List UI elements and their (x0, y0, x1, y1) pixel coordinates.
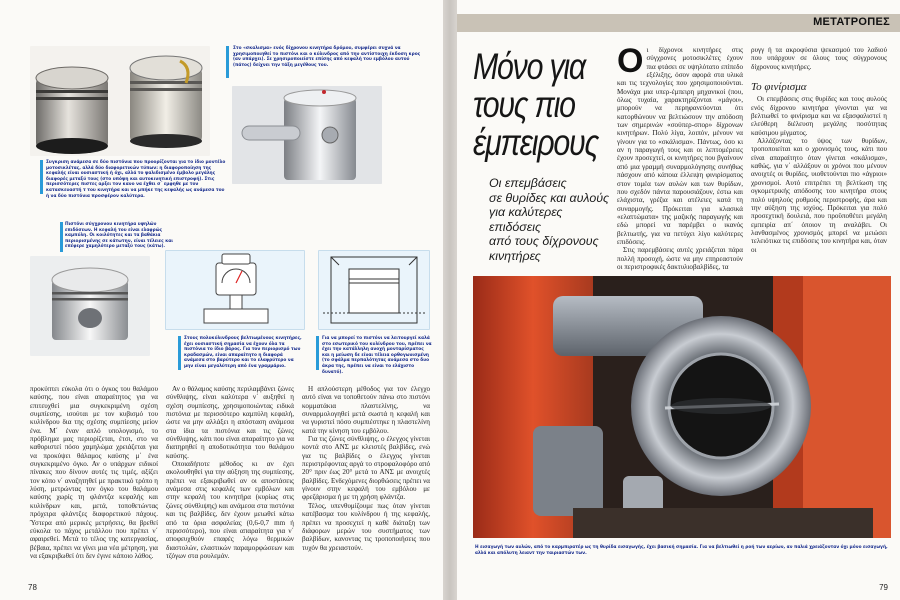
right-page (457, 0, 900, 600)
title-line: έμπειρους (473, 122, 598, 163)
body-column-r1 (617, 46, 743, 272)
paragraph (617, 46, 743, 246)
section-illustration (319, 251, 429, 329)
accent-bar (60, 222, 63, 252)
page-number: 78 (28, 583, 37, 592)
subheading: Το φινίρισμα (751, 81, 807, 94)
deck-line: κινητήρες (489, 248, 541, 263)
paragraph: Στις παρεμβάσεις αυτές χρειάζεται πάρα πολλή προσοχή, ώστε να μην επηρεαστούν οι περιστροφικές δακτυλιοβαλβίδες, τα (617, 246, 743, 271)
page-number: 79 (879, 583, 888, 592)
throttle-body-illustration (473, 276, 891, 538)
pistons-illustration (30, 46, 210, 156)
paragraph: Για τις ζώνες σύνθλιψης, ο έλεγχος γίνεται κοντά στο ΑΝΣ με κλειστές βαλβίδες, ενώ για τις βαλβίδες ο έλεγχος γίνεται περιστρέφοντας αργά το στροφαλοφόρο από 20° πριν έως 20° μετά το ΑΝΣ με ανοιχτές βαλβίδες. Ενδεχόμενες διορθώσεις πρέπει να γίνουν στην κεφαλή του εμβόλου με φρεζάρισμα ή με τη χρήση φλάντζα. (302, 435, 430, 502)
body-column-2 (166, 385, 294, 560)
body-column-1 (30, 385, 158, 560)
caption-light-piston: Πιστόνι σύγχρονου κινητήρα υψηλών επιδόσεων. Η κεφαλή του είναι ελαφρώς καμπύλη. Οι κοιλότητες και τα βαθάκια περιορισμένης σε κάτωτην, είναι τέλειες και επέφερε χαμηλότερο μεταξύ τους (κάτω). (65, 222, 173, 250)
scale-diagram (165, 250, 305, 330)
accent-bar (226, 46, 229, 78)
article-deck (489, 176, 617, 264)
light-piston-illustration (30, 256, 150, 356)
left-page (0, 0, 443, 600)
accent-bar (178, 336, 181, 370)
body-column-r2 (751, 46, 887, 272)
section-diagram (318, 250, 430, 330)
deck-line: Οι επεμβάσεις (489, 176, 567, 190)
accent-bar (316, 336, 319, 370)
paragraph: Αν ο θάλαμος καύσης περιλαμβάνει ζώνες σύνθλιψης, είναι καλύτερα ν΄ αυξηθεί η σχέση συμπίεσης, χρησιμοποιώντας ειδικά πιστόνια με περισσότερο καμπύλη κεφαλή, ώστε να μην αλλάξει η απόσταση ανάμεσα στα ίδια τα πιστόνια και τις ζώνες σύνθλιψης, κάτι που είναι απαραίτητο για να διατηρηθεί η αποδοτικότητα του θαλάμου καύσης. (166, 385, 294, 460)
caption-scale: Στους πολυκύλινδρους βελτιωμένους κινητήρες, έχει ουσιαστική σημασία να έχουν όλα τα πιστόνια το ίδιο βάρος. Για τον περιορισμό των κραδασμών, είναι απαραίτητο η διαφορά ανάμεσα στο βαρύτερο και το ελαφρύτερο να μην είναι μεγαλύτερη από ένα γραμμάριο. (184, 336, 302, 369)
body-column-3 (302, 385, 430, 552)
light-piston-photo (30, 256, 150, 356)
deck-line: σε θυρίδες και αυλούς (489, 190, 610, 205)
piston-pin-photo (232, 86, 382, 184)
paragraph: Τέλος, υπενθυμίζουμε πως όταν γίνεται κατέβασμα του κυλίνδρου ή της κεφαλής, πρέπει να προσεχτεί η καθέ διάταξη των διάφορων μερών του συστήματος των βαλβίδων, κανοντας τις τροποποιήσεις που τυχόν θα χρειαστούν. (302, 501, 430, 552)
deck-line: από τους δίχρονους (489, 234, 599, 249)
piston-pin-illustration (232, 86, 382, 184)
caption-section: Για να μπορεί το πιστόνι να λειτουργεί καλά στο εσωτερικό του κυλίνδρου του, πρέπει να έχει την κατάλληλη ανοχή μονταρίσματος και η μείωση δε είναι τέλεια ορθογωνισμένη (το σφάλμα περπαλότητας ανάμεσα στο δυο άκρα της, πρέπει να είναι το ελάχιστο δυνατό). (322, 336, 432, 375)
section-label: ΜΕΤΑΤΡΟΠΕΣ (813, 16, 890, 28)
drop-cap: Ο (617, 46, 644, 80)
paragraph: Η απλούστερη μέθοδος για τον έλεγχο αυτό είναι να τοποθετούν πάνω στο πιστόνι κομματάκια πλαστελίνης, να συναρμολογηθεί μετά σωστά η κεφαλή και να γυριστεί πόσο συμπιέστηκε η πλαστελίνη κατά την κίνηση του εμβόλου. (302, 385, 430, 435)
paragraph: Οι επεμβάσεις στις θυρίδες και τους αυλούς ενός δίχρονου κινητήρα γίνονται για να βελτιωθεί το φινίρισμα και να εξασφαλιστεί η ελεύθερη διέλευση μεγάλης ποσότητας καύσιμου μίγματος. (751, 95, 887, 137)
caption-top-right: Στο «σκαλισμα» ενός δίχρονου κινητήρα δρόμου, συμφέρει συχνά να χρησιμοποιηθεί το πιστόνι και ο κύλινδρος από την αντίστοιχη έκδοση κρος (αν υπάρχει). Σε χρησιμοποιείστε επίσης από κεφαλή του εμβόλου αυτού (πάτος) δείχνει την τάξη μεγέθους του. (233, 46, 421, 68)
scale-illustration (166, 251, 304, 329)
intake-photo (473, 276, 891, 538)
article-title (473, 48, 598, 162)
paragraph: ρυγγ ή τα ακροφύσια ψεκασμού του λαδιού που υπάρχουν σε όλους τους σύγχρονους δίχρονους κινητήρες. (751, 46, 887, 71)
title-line: Μόνο για (473, 46, 585, 87)
pistons-photo (30, 46, 210, 156)
paragraph: προκύπτει εύκολα ότι ο όγκος του θαλάμου καύσης, που είναι απαραίτητος για να επιτευχθεί μια συγκεκριμένη σχέση συμπίεσης, ισούται με τον κυβισμό του κυλίνδρου δια της σχέσης συμπίεσης μείον ένα. Μ΄ έναν απλό υπολογισμό, το πρόβλημα μας περιορίζεται, έτσι, στο να καθοριστεί πόσο χαμηλώμα χρειάζεται για να προκύψει θάλαμος καύσης μ΄ ένα συγκεκριμένο όγκο. Αν ο υπάρχων ειδικοί πίνακες που δίνουν αυτές τις τιμές, αξίζει τον κόπο ν΄ αναζητηθεί με πρακτικό τρόπο η λύση, μετρώντας τον όγκο του θαλάμου καύσης χωρίς τη φλάντζα κεφαλής και κυλίνδρων και, μετά, τοποθετώντας πρόχειρα φλάντζες διαφορετικού πάχους. Ύστερα από μερικές μετρήσεις, θα βρεθεί εύκολα το πάχος μετάλλου που πρέπει ν΄ αφαιρεθεί. Μετά το τέλος της κατεργασίας, βέβαια, πρέπει να γίνει μια νέα μέτρηση, για να εξακριβωθεί ότι δεν έγινε κάποιο λάθος. (30, 385, 158, 560)
title-line: τους πιο (473, 84, 575, 125)
caption-pistons: Συγκριση ανάμεσα σε δύο πιστόνια που προορίζονται για το ίδιο μοντέλο μοτοσικλέτας, αλλά δύο διαφορετικών τύπων: η διαφοροποίηση της κεφαλής είναι ουσιαστική ή όχι, αλλά το ψαλιδισμένο έμβολο μεγάλης διαφορές μεταξύ τους (στο υπόψη και αυτοκινητική επιστροφή). Στις περισσότερες πιστες αρξει τον κανο να έχθει σ΄ εμφηθε με τον κατασκευαστή τ του κινητήρα και να μπήκε της κεφαλής ως ανάμεσα του ή να δύο πιστόνια προσφέρον καλύτερα. (46, 160, 226, 199)
accent-bar (40, 160, 43, 194)
paragraph: Οποιαδήποτε μέθοδος κι αν έχει ακολουθηθεί για την αύξηση της συμπίεσης, πρέπει να εξακριβωθεί αν οι αποστάσεις ανάμεσα στις κεφαλές των εμβόλων και στην κεφαλή του κινητήρα (κυρίως στις ζώνες σύνθλιψης) και ανάμεσα στα πιστόνια και τις βαλβίδες, δεν έχουν μειωθεί κάτω από τα όρια ασφαλείας (0,6-0,7 mm ή περισσότερο), που είναι απαραίτητα για ν΄ αποφευχθούν επαφές λόγω θερμικών διαστολών, ελαστικών παραμορφώσεων και τζόγων στα ρουλεμάν. (166, 460, 294, 560)
paragraph-text: ι δίχρονοι κινητήρες στις σύγχρονες μοτοσικλέτες έχουν πια φτάσει σε υψηλότατο επίπεδο εξέλιξης, όσον αφορά στα υλικά και τις τεχνολογίες που χρησιμοποιούνται. Μονάχα μια υπερ-έμπειρη μηχανικοί (που, όλως τυχαία, χαρακτηρίζονται «μάγοι», μπορούν να περηφανεύονται ότι κατορθώνουν να βελτιώσουν την απόδοση των σημερινών «σούπερ-σπορ» δίχρονων κινητήρων. Πολύ λίγα, λοιπόν, μένουν να γίνουν για το «σκάλισμα». Πάντως, όσο κι αν η παραγωγή τους και οι λεπτομέρειες έχουν προσεχτεί, οι κινητήρες που βγαίνουν από μια γραμμή συναρμολόγησης συνήθως πάσχουν από κάποια έλλειψη φινιρίσματος στον τομέα των αυλών και των θυρίδων, που σχεδόν πάντα παρουσιάζουν, έστω και ελάχιστα, γρέζια και ατέλειες κατά τη συναρμογής. Πρόκειται για κλασικά «ελαττώματα» της μαζικής παραγωγής και εδώ μπορεί να παρέμβει ο ικανός βελτιωτής, για να πετύχει λίγο καλύτερες επιδόσεις. (617, 46, 743, 246)
paragraph: Αλλάζοντας το ύψος των θυρίδων, τροποποιείται και ο χρονισμός τους, κάτι που είναι απαραίτητο όταν γίνεται «σκάλισμα», καθώς, για ν΄ αλλάξουν οι χρόνοι που μένουν ανοιχτές οι θυρίδες, υιοθετούνται πιο «άγριοι» χρονισμοί. Αυτό επιτρέπει τη βελτίωση της ογκομετρικής απόδοσης του κινητήρα στους πολύ υψηλούς ρυθμούς περιστροφής, άρα και την αύξηση της ισχύος. Πρόκειται για πολύ προσεχτική δουλειά, που προϋποθέτει μεγάλη εμπειρία απ΄ όποιον τη αναλάβει. Οι λανθασμένος χρονισμός μπορεί να μειώσει τελειότικα τις επιδόσεις του κινητήρα και, όταν οι (751, 137, 887, 254)
deck-line: για καλύτερες (489, 205, 563, 220)
deck-line: επιδόσεις (489, 219, 541, 234)
photo-caption: Η εισαγωγή των αυλών, από το καρμπιρατέρ ως τη θυρίδα εισαγωγής, έχει βασική σημασία. Για να βελτιωθεί η ροή των αερίων, αν παλιά χρειάζονταν όχι μόνο εισαγωγή, αλλά και απόλυτη λειαντ την ταιριαστών των. (475, 545, 888, 556)
page-gutter (443, 0, 457, 600)
